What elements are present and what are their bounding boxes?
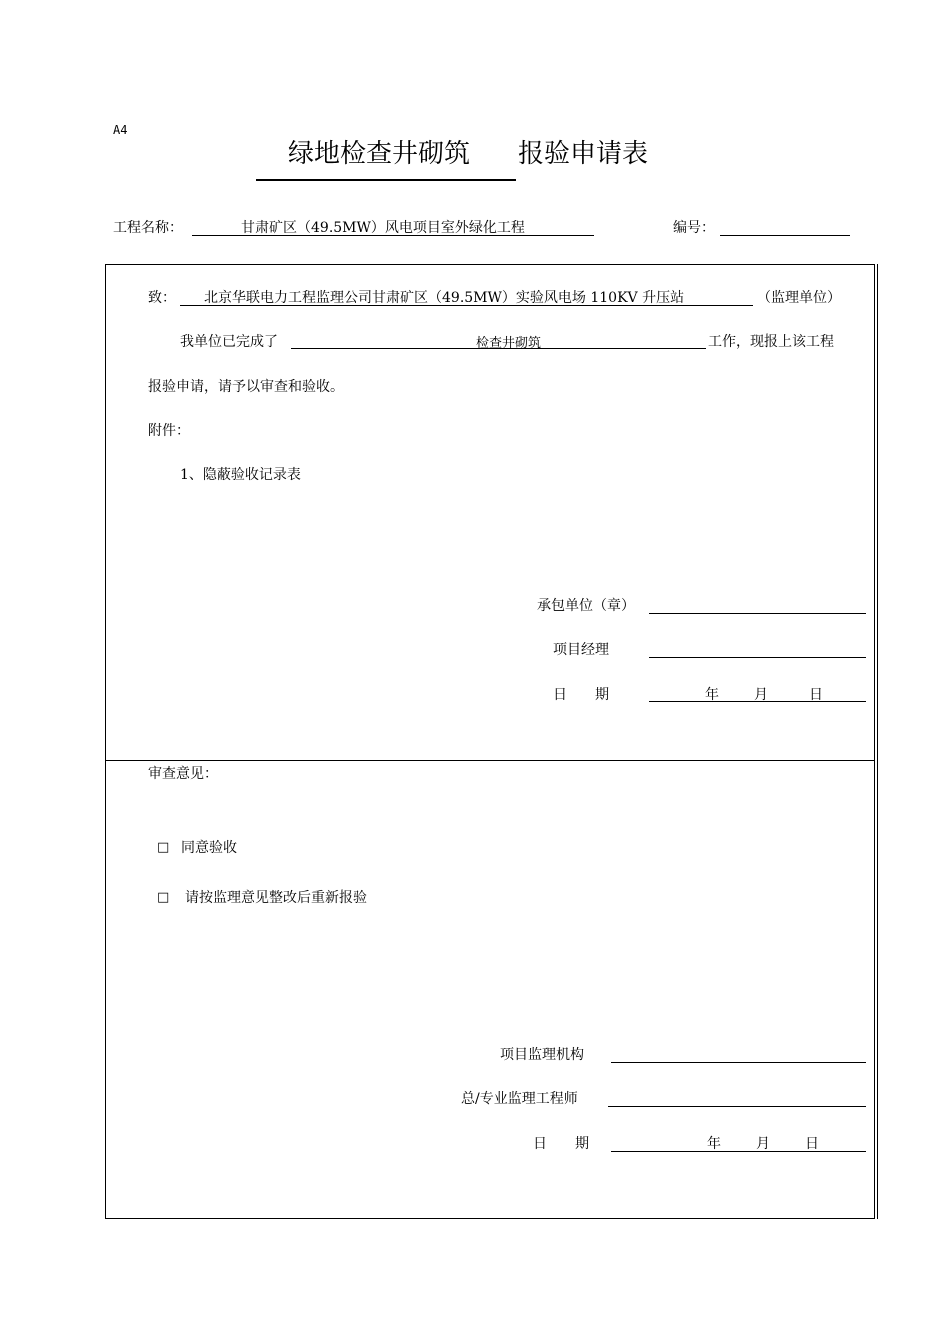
supervision-org-underline [611,1062,866,1063]
review-date-month: 月 [756,1136,770,1152]
project-name-value: 甘肃矿区（49.5MW）风电项目室外绿化工程 [241,220,525,236]
title-underline [256,179,516,181]
manager-underline [649,657,866,658]
review-opinion-label: 审查意见： [148,766,218,782]
review-date-year: 年 [707,1136,721,1152]
supervisor-unit-name: 北京华联电力工程监理公司甘肃矿区（49.5MW）实验风电场 110KV 升压站 [204,290,685,306]
application-date-label: 日 期 [553,687,609,703]
section-divider [105,760,875,761]
supervisor-unit-suffix: （监理单位） [757,290,841,306]
to-label: 致： [148,290,176,306]
contractor-underline [649,613,866,614]
completed-work-underline [291,348,706,349]
form-box-right-edge [877,264,878,1219]
completed-prefix: 我单位已完成了 [180,334,278,350]
application-date-month: 月 [754,687,768,703]
supervisor-unit-underline [180,305,753,306]
request-line: 报验申请，请予以审查和验收。 [148,379,344,395]
project-number-underline [720,235,850,236]
agree-checkbox[interactable]: □ [157,840,170,855]
rectify-option-label: 请按监理意见整改后重新报验 [185,890,367,906]
application-date-year: 年 [705,687,719,703]
agree-option-label: 同意验收 [181,840,237,856]
engineer-label: 总/专业监理工程师 [461,1091,578,1107]
review-date-underline [611,1151,866,1152]
supervision-org-label: 项目监理机构 [500,1047,584,1063]
attachments-label: 附件： [148,423,190,439]
review-date-day: 日 [805,1136,819,1152]
engineer-underline [608,1106,866,1107]
completed-suffix: 工作，现报上该工程 [708,334,834,350]
completed-work: 检查井砌筑 [476,336,542,351]
title-form-name: 报验申请表 [518,139,649,169]
manager-label: 项目经理 [553,642,609,658]
review-date-label: 日 期 [533,1136,589,1152]
contractor-label: 承包单位（章） [537,598,635,614]
project-name-label: 工程名称： [113,220,183,236]
form-box [105,264,875,1219]
project-number-label: 编号： [673,220,715,236]
rectify-checkbox[interactable]: □ [157,890,170,905]
title-subject: 绿地检查井砌筑 [288,139,471,169]
application-date-underline [649,701,866,702]
project-name-underline [192,235,594,236]
attachment-item: 1、隐蔽验收记录表 [180,467,301,483]
form-code: A4 [113,123,128,137]
application-date-day: 日 [809,687,823,703]
